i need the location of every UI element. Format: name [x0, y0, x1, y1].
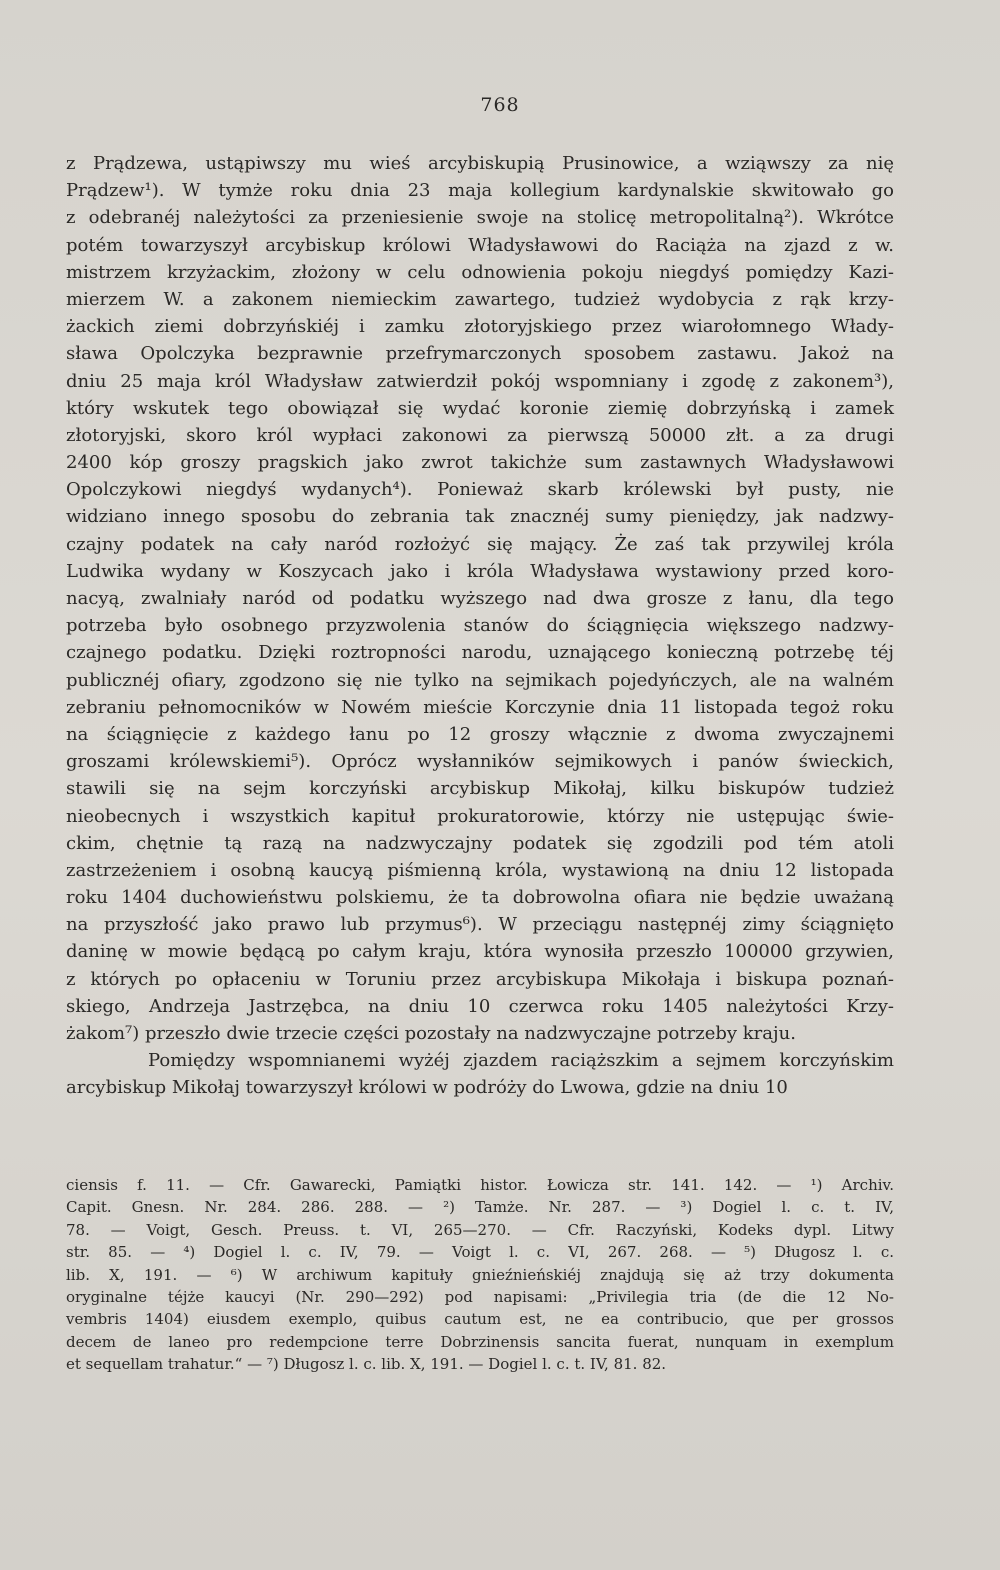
- footnote-line: str. 85. — ⁴) Dogiel l. c. IV, 79. — Voigt l. c. VI, 267. 268. — ⁵) Długosz l. c.: [66, 1243, 894, 1262]
- body-line: widziano innego sposobu do zebrania tak znacznéj sumy pieniędzy, jak nadzwy-: [66, 506, 894, 528]
- body-line: 2400 kóp groszy pragskich jako zwrot takichże sum zastawnych Władysławowi: [66, 452, 894, 474]
- footnote-line: vembris 1404) eiusdem exemplo, quibus cautum est, ne ea contribucio, que per grossos: [66, 1310, 894, 1329]
- body-line: potrzeba było osobnego przyzwolenia stanów do ściągnięcia większego nadzwy-: [66, 615, 894, 637]
- body-line: ckim, chętnie tą razą na nadzwyczajny podatek się zgodzili pod tém atoli: [66, 832, 894, 854]
- body-line: z Prądzewa, ustąpiwszy mu wieś arcybiskupią Prusinowice, a wziąwszy za nię: [66, 153, 894, 174]
- body-line: groszami królewskiemi⁵). Oprócz wysłanników sejmikowych i panów świeckich,: [66, 751, 894, 773]
- footnotes: [66, 1174, 894, 1376]
- body-line: dniu 25 maja król Władysław zatwierdził pokój wspomniany i zgodę z zakonem³),: [66, 370, 894, 392]
- body-line: potém towarzyszył arcybiskup królowi Władysławowi do Raciąża na zjazd z w.: [66, 234, 894, 256]
- body-line: który wskutek tego obowiązał się wydać koronie ziemię dobrzyńską i zamek: [66, 397, 894, 419]
- footnote-line: Capit. Gnesn. Nr. 284. 286. 288. — ²) Tamże. Nr. 287. — ³) Dogiel l. c. t. IV,: [66, 1198, 894, 1217]
- body-line: Pomiędzy wspomnianemi wyżéj zjazdem raciąższkim a sejmem korczyńskim: [148, 1050, 894, 1072]
- body-line: na ściągnięcie z każdego łanu po 12 groszy włącznie z dwoma zwyczajnemi: [66, 723, 894, 745]
- body-line: nieobecnych i wszystkich kapituł prokuratorowie, którzy nie ustępując świe-: [66, 805, 894, 827]
- page-number: 768: [480, 94, 520, 116]
- footnote-line: oryginalne téjże kaucyi (Nr. 290—292) pod napisami: „Privilegia tria (de die 12 No-: [66, 1287, 894, 1306]
- body-line: zebraniu pełnomocników w Nowém mieście Korczynie dnia 11 listopada tegoż roku: [66, 696, 894, 718]
- body-line: stawili się na sejm korczyński arcybiskup Mikołaj, kilku biskupów tudzież: [66, 778, 894, 800]
- footnote-line: ciensis f. 11. — Cfr. Gawarecki, Pamiątki histor. Łowicza str. 141. 142. — ¹) Archiv.: [66, 1176, 894, 1194]
- body-line: złotoryjski, skoro król wypłaci zakonowi za pierwszą 50000 złt. a za drugi: [66, 424, 894, 446]
- body-line: zastrzeżeniem i osobną kaucyą piśmienną króla, wystawioną na dniu 12 listopada: [66, 859, 894, 881]
- body-line: na przyszłość jako prawo lub przymus⁶). W przeciągu następnéj zimy ściągnięto: [66, 914, 894, 936]
- body-line: żakom⁷) przeszło dwie trzecie części pozostały na nadzwyczajne potrzeby kraju.: [66, 1023, 796, 1044]
- body-line: Ludwika wydany w Koszycach jako i króla Władysława wystawiony przed koro-: [66, 560, 894, 582]
- body-line: nacyą, zwalniały naród od podatku wyższego nad dwa grosze z łanu, dla tego: [66, 588, 894, 609]
- body-line: skiego, Andrzeja Jastrzębca, na dniu 10 czerwca roku 1405 należytości Krzy-: [66, 995, 894, 1017]
- body-line: żackich ziemi dobrzyńskiéj i zamku złotoryjskiego przez wiarołomnego Włady-: [66, 316, 894, 338]
- body-line: z których po opłaceniu w Toruniu przez arcybiskupa Mikołaja i biskupa poznań-: [66, 968, 894, 990]
- body-line: czajnego podatku. Dzięki roztropności narodu, uznającego konieczną potrzebę téj: [66, 642, 894, 664]
- body-line: daninę w mowie będącą po całym kraju, która wynosiła przeszło 100000 grzywien,: [66, 941, 894, 963]
- body-line: sława Opolczyka bezprawnie przefrymarczonych sposobem zastawu. Jakoż na: [66, 343, 894, 365]
- body-line: roku 1404 duchowieństwu polskiemu, że ta dobrowolna ofiara nie będzie uważaną: [66, 887, 894, 909]
- body-line: Prądzew¹). W tymże roku dnia 23 maja kollegium kardynalskie skwitowało go: [66, 180, 894, 202]
- body-line: arcybiskup Mikołaj towarzyszył królowi w podróży do Lwowa, gdzie na dniu 10: [66, 1077, 788, 1099]
- body-line: czajny podatek na cały naród rozłożyć się mający. Że zaś tak przywilej króla: [66, 533, 894, 555]
- body-line: z odebranéj należytości za przeniesienie swoje na stolicę metropolitalną²). Wkrótce: [66, 207, 894, 229]
- body-line: mistrzem krzyżackim, złożony w celu odnowienia pokoju niegdyś pomiędzy Kazi-: [66, 261, 894, 283]
- body-line: Opolczykowi niegdyś wydanych⁴). Ponieważ skarb królewski był pusty, nie: [66, 479, 894, 501]
- footnote-line: decem de laneo pro redempcione terre Dobrzinensis sancita fuerat, nunquam in exemplum: [66, 1332, 894, 1351]
- body-text: [66, 150, 894, 1102]
- footnote-line: et sequellam trahatur.“ — ⁷) Długosz l. c. lib. X, 191. — Dogiel l. c. t. IV, 81. 82.: [66, 1355, 667, 1374]
- body-line: publicznéj ofiary, zgodzono się nie tylko na sejmikach pojedyńczych, ale na walném: [66, 669, 894, 691]
- body-line: mierzem W. a zakonem niemieckim zawartego, tudzież wydobycia z rąk krzy-: [66, 288, 894, 310]
- footnote-line: 78. — Voigt, Gesch. Preuss. t. VI, 265—270. — Cfr. Raczyński, Kodeks dypl. Litwy: [66, 1220, 894, 1239]
- footnote-line: lib. X, 191. — ⁶) W archiwum kapituły gnieźnieńskiéj znajdują się aż trzy dokumenta: [66, 1265, 894, 1284]
